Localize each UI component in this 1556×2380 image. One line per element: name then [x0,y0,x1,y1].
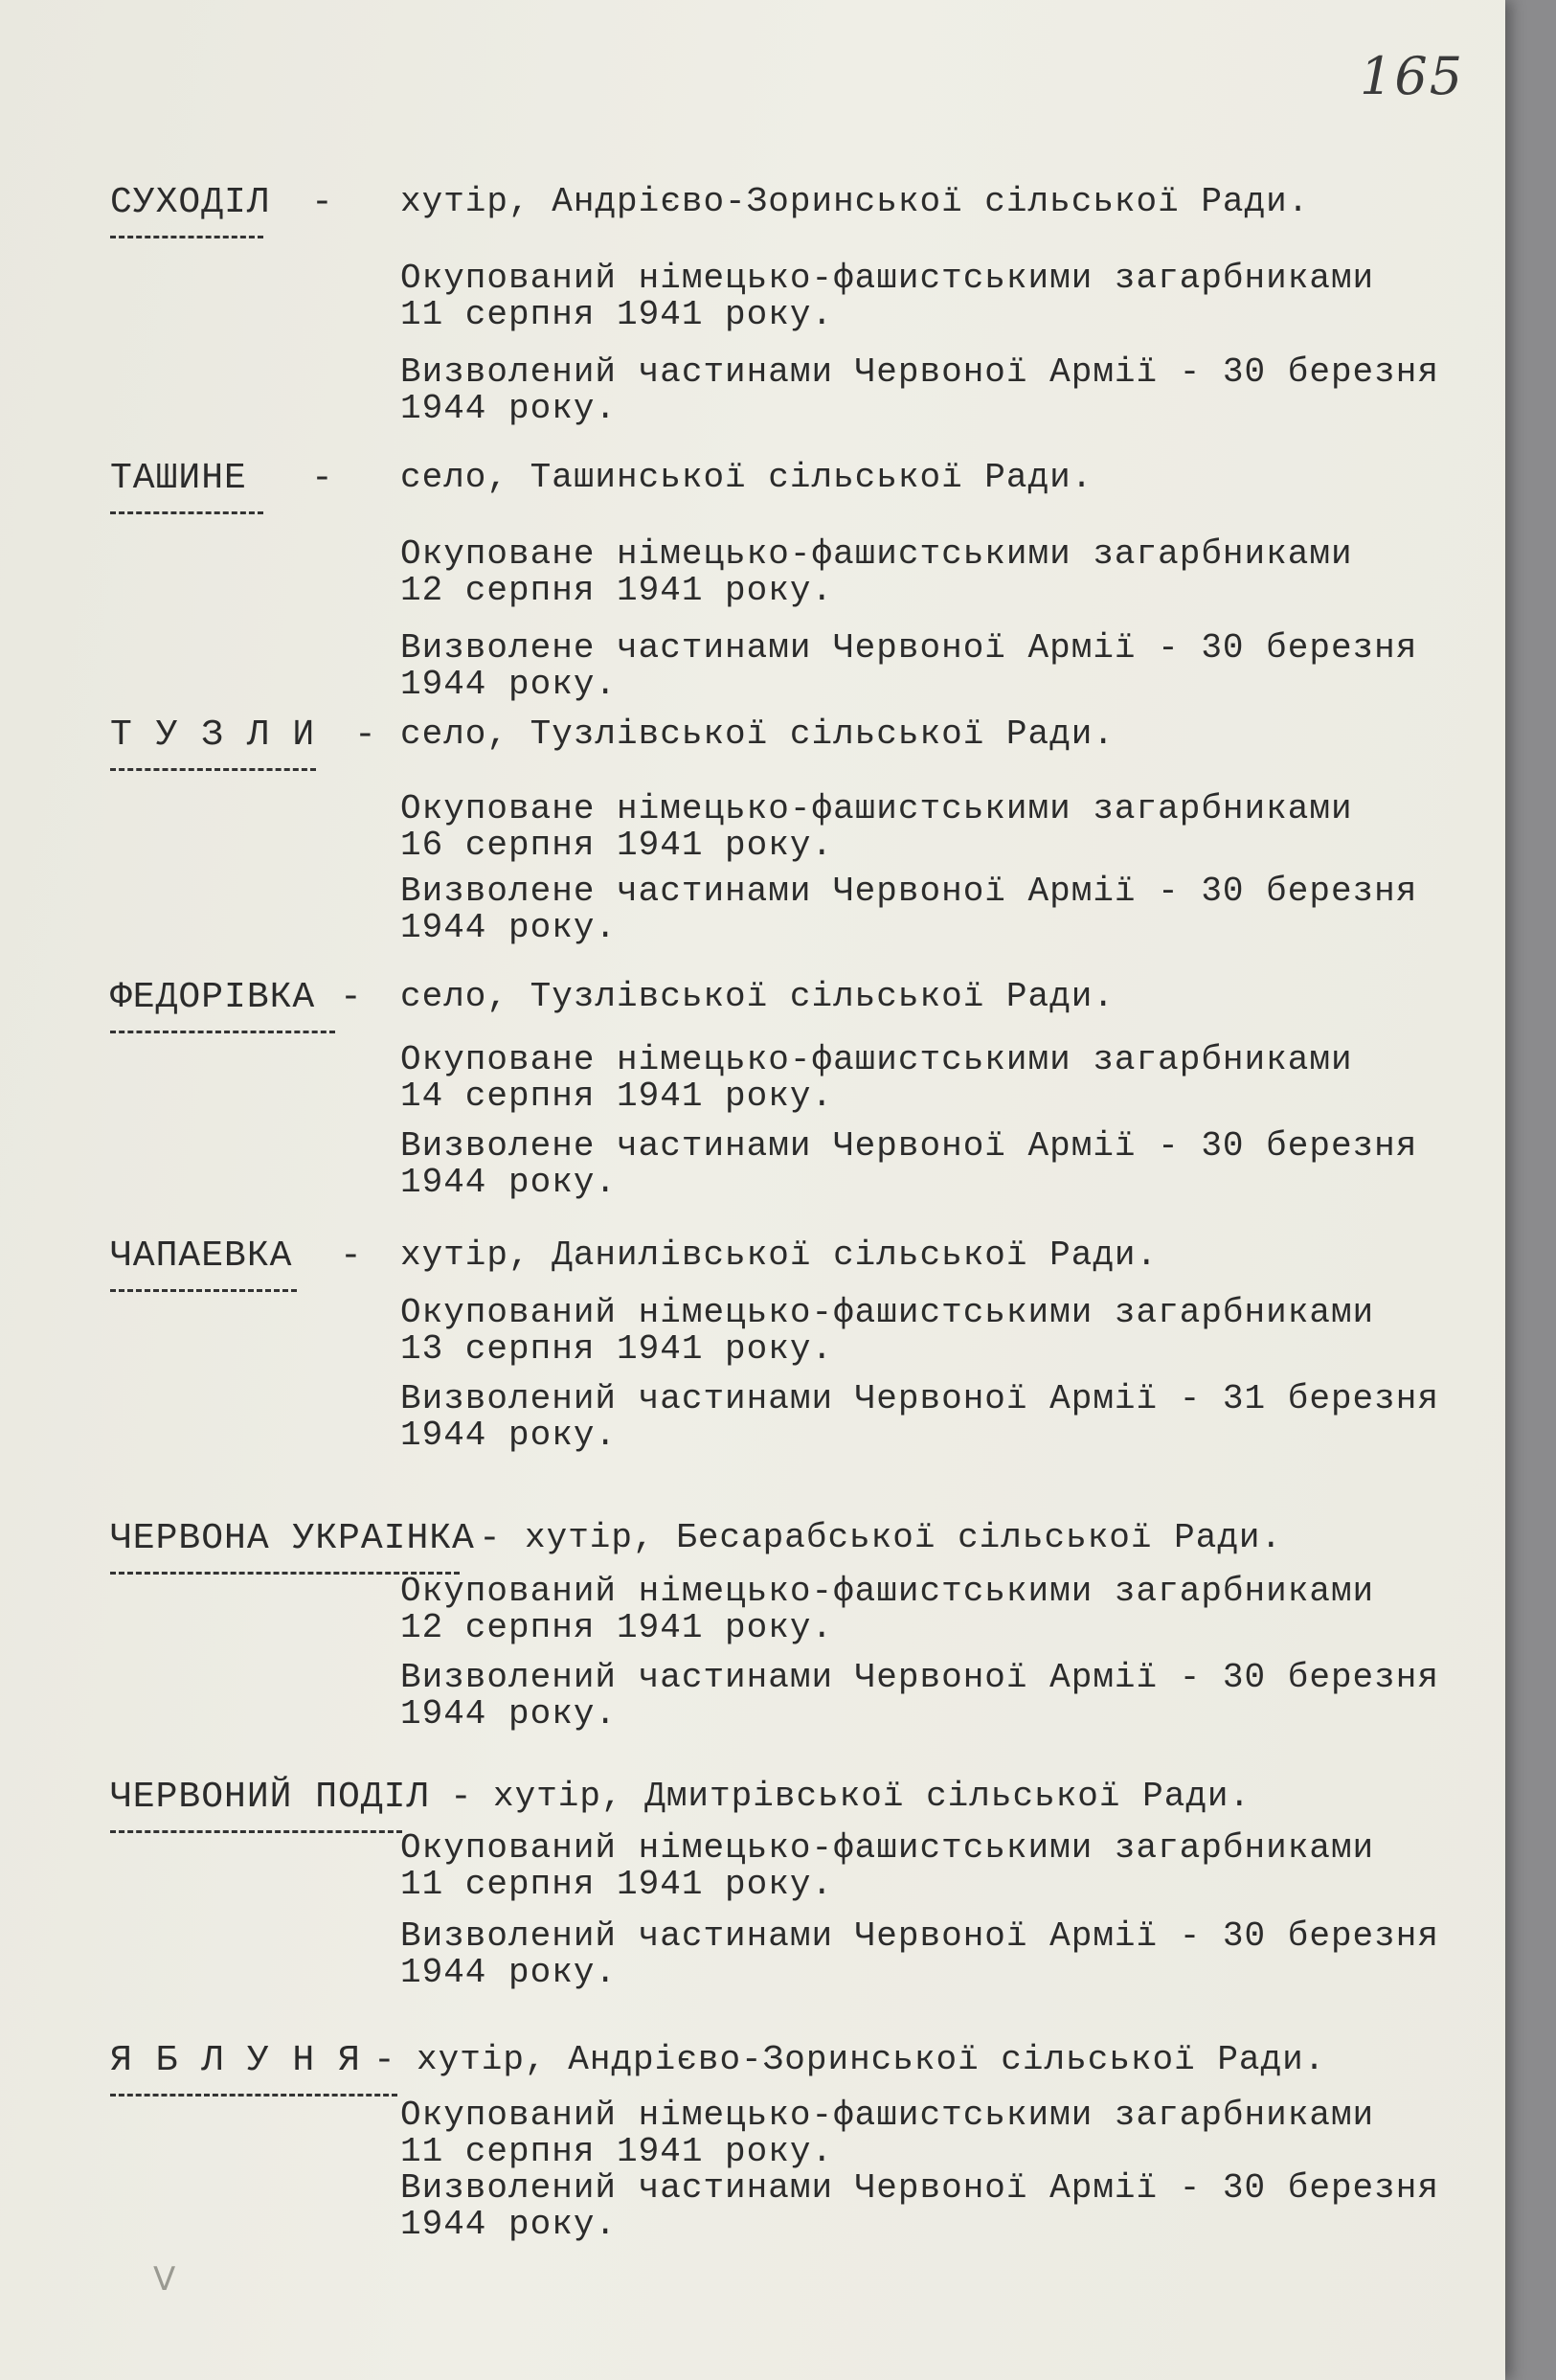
village-name: Я Б Л У Н Я [110,2040,361,2081]
village-name: ЧАПАЕВКА [110,1235,293,1277]
village-name: ФЕДОРІВКА [110,977,316,1018]
village-description: село, Ташинської сільської Ради. [400,458,1094,497]
separator-dash: - [340,977,362,1018]
name-underline [110,762,316,771]
village-name: ТАШИНЕ [110,458,247,499]
village-description: хутір, Андрієво-Зоринської сільської Ради. [400,182,1310,221]
occupation-text: Окупований німецько-фашистськими загарбниками 11 серпня 1941 року. [400,1828,1375,1904]
margin-check-mark: V [153,2260,176,2299]
village-name: ЧЕРВОНИЙ ПОДІЛ [110,1777,430,1818]
liberation-text: Визволений частинами Червоної Армії - 30 березня 1944 року. [400,352,1439,428]
village-description: хутір, Бесарабської сільської Ради. [525,1518,1283,1557]
separator-dash: - [311,458,333,499]
liberation-text: Визволений частинами Червоної Армії - 30 березня 1944 року. [400,1916,1439,1992]
separator-dash: - [479,1518,501,1559]
name-underline [110,2088,397,2097]
village-description: хутір, Дмитрівської сільської Ради. [493,1777,1252,1816]
occupation-text: Окупований німецько-фашистськими загарбниками 12 серпня 1941 року. [400,1572,1375,1647]
name-underline [110,506,263,514]
village-name: ЧЕРВОНА УКРАІНКА [110,1518,475,1559]
name-underline [110,230,263,238]
village-description: село, Тузлівської сільської Ради. [400,977,1115,1016]
liberation-text: Визволений частинами Червоної Армії - 30 березня 1944 року. [400,1658,1439,1734]
separator-dash: - [311,182,333,223]
village-description: хутір, Данилівської сільської Ради. [400,1235,1159,1275]
village-name: Т У З Л И [110,714,316,756]
name-underline [110,1283,297,1292]
village-description: село, Тузлівської сільської Ради. [400,714,1115,754]
occupation-text: Окупований німецько-фашистськими загарбниками 11 серпня 1941 року. [400,2096,1375,2171]
occupation-text: Окупований німецько-фашистськими загарбниками 13 серпня 1941 року. [400,1293,1375,1369]
name-underline [110,1025,335,1033]
separator-dash: - [450,1777,472,1818]
occupation-text: Окуповане німецько-фашистськими загарбниками 16 серпня 1941 року. [400,789,1353,865]
separator-dash: - [373,2040,395,2081]
occupation-text: Окуповане німецько-фашистськими загарбниками 12 серпня 1941 року. [400,534,1353,610]
name-underline [110,1825,402,1833]
liberation-text: Визволений частинами Червоної Армії - 31 березня 1944 року. [400,1379,1439,1455]
separator-dash: - [340,1235,362,1277]
page-number: 165 [1360,46,1465,106]
village-description: хутір, Андрієво-Зоринської сільської Ради. [417,2040,1326,2079]
occupation-text: Окупований німецько-фашистськими загарбниками 11 серпня 1941 року. [400,259,1375,334]
liberation-text: Визволений частинами Червоної Армії - 30 березня 1944 року. [400,2168,1439,2244]
occupation-text: Окуповане німецько-фашистськими загарбниками 14 серпня 1941 року. [400,1040,1353,1116]
village-name: СУХОДІЛ [110,182,270,223]
liberation-text: Визволене частинами Червоної Армії - 30 березня 1944 року. [400,872,1418,947]
liberation-text: Визволене частинами Червоної Армії - 30 березня 1944 року. [400,628,1418,704]
separator-dash: - [354,714,376,756]
liberation-text: Визволене частинами Червоної Армії - 30 березня 1944 року. [400,1126,1418,1202]
